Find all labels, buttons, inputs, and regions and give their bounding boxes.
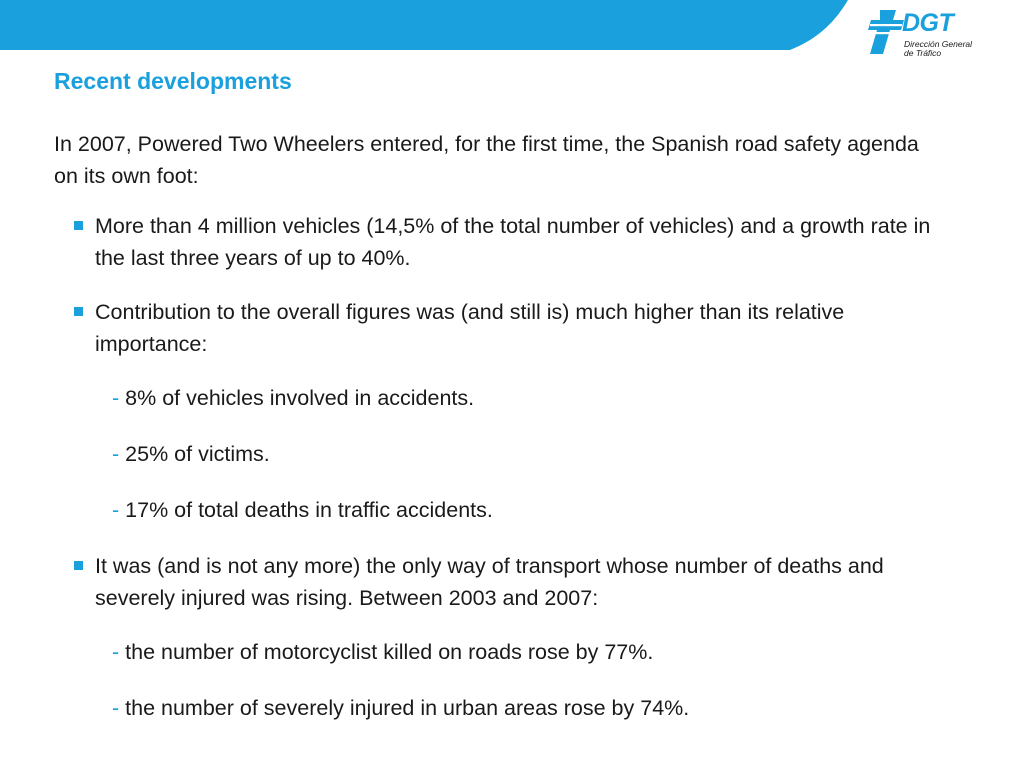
- sub-item: [54, 494, 954, 526]
- sub-item-text: the number of motorcyclist killed on roads rose by 77%.: [125, 640, 654, 664]
- dash-marker: -: [112, 386, 120, 410]
- dash-marker: -: [112, 640, 120, 664]
- logo-subtitle-line1: Dirección General: [904, 39, 973, 49]
- logo-brand: DGT: [902, 9, 954, 37]
- square-bullet-icon: [74, 561, 83, 570]
- sub-item-text: 8% of vehicles involved in accidents.: [125, 386, 475, 410]
- sub-item: [54, 636, 954, 668]
- bullet-item: [54, 210, 935, 274]
- bullet-text: It was (and is not any more) the only way of transport whose number of deaths and severely injured was rising. Between 2003 and 2007:: [95, 554, 884, 610]
- square-bullet-icon: [74, 221, 83, 230]
- logo-subtitle-line2: de Tráfico: [904, 48, 942, 58]
- logo-subtitle: [904, 40, 986, 58]
- dgt-logo: [866, 6, 986, 64]
- slide-title: Recent developments: [54, 68, 292, 94]
- dash-marker: -: [112, 498, 120, 522]
- sub-item-text: the number of severely injured in urban areas rose by 74%.: [125, 696, 690, 720]
- dash-marker: -: [112, 696, 120, 720]
- dash-marker: -: [112, 442, 120, 466]
- square-bullet-icon: [74, 307, 83, 316]
- bullet-text: Contribution to the overall figures was (and still is) much higher than its relative importance:: [95, 300, 845, 356]
- intro-paragraph: In 2007, Powered Two Wheelers entered, for the first time, the Spanish road safety agenda on its own foot:: [54, 132, 919, 188]
- bullet-item: [54, 550, 935, 614]
- sub-item: [54, 692, 954, 724]
- slide-content: [54, 128, 954, 748]
- sub-item-text: 25% of victims.: [125, 442, 270, 466]
- bullet-text: More than 4 million vehicles (14,5% of the total number of vehicles) and a growth rate in the last three years of up to 40%.: [95, 214, 931, 270]
- bullet-item: [54, 296, 935, 360]
- sub-item: [54, 438, 954, 470]
- sub-item: [54, 382, 954, 414]
- dgt-cross-icon: [866, 8, 906, 58]
- sub-item-text: 17% of total deaths in traffic accidents.: [125, 498, 493, 522]
